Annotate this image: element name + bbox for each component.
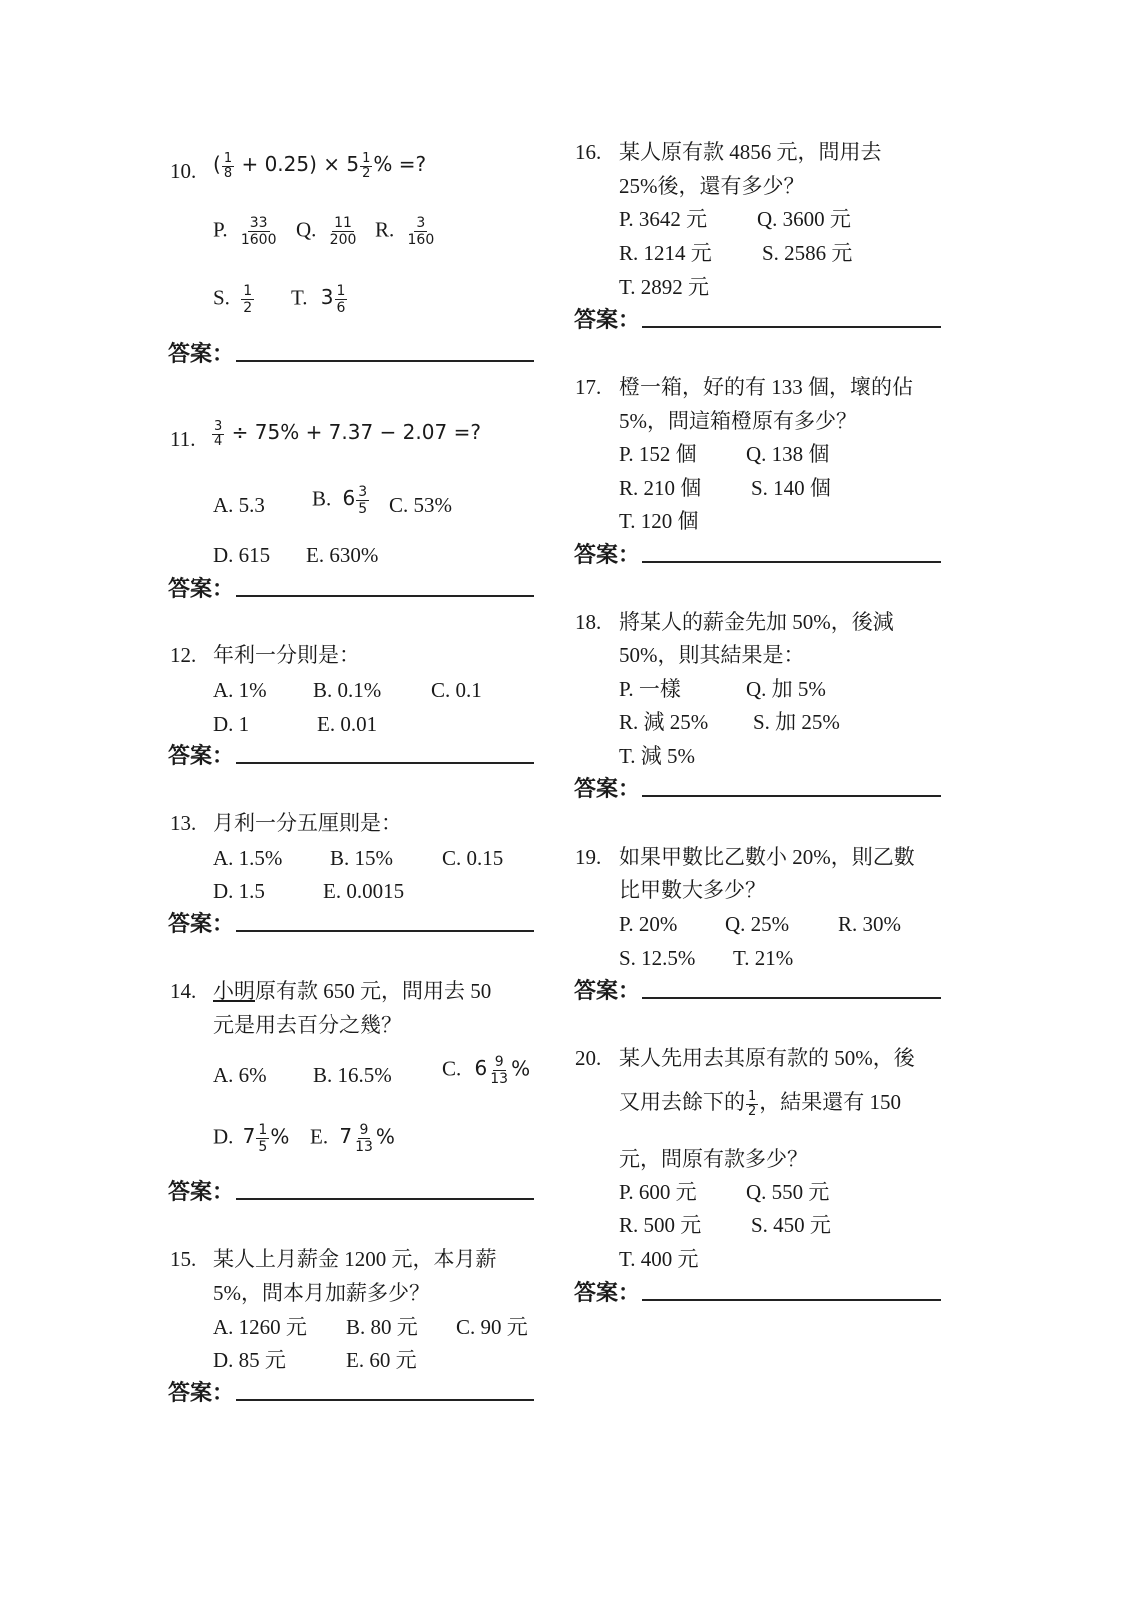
question-text-line-2: 又用去餘下的 $\frac{1}{2}$ ，結果還有 150 — [619, 1088, 902, 1119]
question-text-line-1: 某人先用去其原有款的 50%，後 — [619, 1046, 915, 1070]
question-text-line-1: 如果甲數比乙數小 20%，則乙數 — [619, 845, 915, 869]
option-s: S. 450 元 — [751, 1213, 831, 1237]
question-text-line-2: 50%，則其結果是： — [619, 643, 805, 667]
option-a: A. 1% — [213, 678, 267, 702]
option-e: E. 0.0015 — [323, 879, 405, 903]
question-text-line-1: 小明原有款 650 元，問用去 50 — [213, 979, 492, 1003]
option-q: Q. 25% — [725, 912, 790, 936]
question-number: 16. — [575, 140, 602, 164]
answer-label: 答案： — [168, 576, 235, 601]
question-number: 17. — [575, 375, 602, 399]
option-q: Q. 138 個 — [746, 442, 830, 466]
option-c: C. 53% — [389, 493, 452, 517]
answer-label: 答案： — [168, 743, 235, 768]
question-number: 20. — [575, 1046, 602, 1070]
question-text-line-1: 某人原有款 4856 元，問用去 — [619, 140, 882, 164]
question-text-line-2: 5%，問這箱橙原有多少？ — [619, 409, 857, 433]
answer-line[interactable] — [236, 1198, 534, 1200]
option-b: B. 0.1% — [313, 678, 382, 702]
option-d: D. 85 元 — [213, 1348, 286, 1372]
option-b: B. 16.5% — [313, 1063, 392, 1087]
option-s: S. 加 25% — [753, 710, 840, 734]
option-r: R. 500 元 — [619, 1213, 702, 1237]
option-p: P. $\frac{33}{1600}$ — [213, 215, 277, 248]
option-c: C. 6 $\frac{9}{13}$ % — [442, 1054, 531, 1087]
answer-label: 答案： — [574, 1280, 641, 1305]
option-c: C. 0.15 — [442, 846, 504, 870]
answer-label: 答案： — [168, 1179, 235, 1204]
option-c: C. 90 元 — [456, 1315, 528, 1339]
question-text-line-1: 橙一箱，好的有 133 個，壞的佔 — [619, 375, 913, 399]
question-number: 15. — [170, 1247, 197, 1271]
question-text-line-2: 5%，問本月加薪多少？ — [213, 1281, 430, 1305]
option-a: A. 1260 元 — [213, 1315, 307, 1339]
answer-line[interactable] — [642, 997, 941, 999]
option-c: C. 0.1 — [431, 678, 482, 702]
question-number: 11. — [170, 427, 196, 451]
option-e: E. 630% — [306, 543, 379, 567]
option-t: T. 3 $\frac{1}{6}$ — [291, 283, 346, 316]
question-text-line-2: 元是用去百分之幾？ — [213, 1013, 402, 1037]
answer-line[interactable] — [236, 1399, 534, 1401]
option-e: E. 0.01 — [317, 712, 378, 736]
option-s: S. $\frac{1}{2}$ — [213, 283, 253, 316]
answer-line[interactable] — [236, 595, 534, 597]
answer-label: 答案： — [168, 1380, 235, 1405]
option-r: R. $\frac{3}{160}$ — [375, 215, 435, 248]
option-a: A. 6% — [213, 1063, 267, 1087]
option-r: R. 減 25% — [619, 710, 709, 734]
answer-line[interactable] — [642, 1299, 941, 1301]
option-t: T. 2892 元 — [619, 275, 710, 299]
question-number: 18. — [575, 610, 602, 634]
option-s: S. 12.5% — [619, 946, 696, 970]
option-p: P. 3642 元 — [619, 207, 708, 231]
question-text-line-3: 元，問原有款多少？ — [619, 1147, 808, 1171]
answer-label: 答案： — [574, 307, 641, 332]
option-t: T. 400 元 — [619, 1247, 699, 1271]
option-s: S. 2586 元 — [762, 241, 853, 265]
option-a: A. 5.3 — [213, 493, 265, 517]
fraction: $\frac{1}{2}$ — [362, 150, 371, 181]
question-text-line-1: 將某人的薪金先加 50%，後減 — [619, 610, 894, 634]
option-q: Q. 3600 元 — [757, 207, 851, 231]
option-q: Q. 加 5% — [746, 677, 826, 701]
answer-line[interactable] — [236, 930, 534, 932]
option-q: Q. $\frac{11}{200}$ — [296, 215, 357, 248]
answer-label: 答案： — [574, 978, 641, 1003]
question-text-line-2: 25%後，還有多少？ — [619, 174, 805, 198]
question-text-line-1: 某人上月薪金 1200 元，本月薪 — [213, 1247, 497, 1271]
option-d: D. 1.5 — [213, 879, 265, 903]
question-text-line-2: 比甲數大多少？ — [619, 878, 766, 902]
answer-line[interactable] — [642, 561, 941, 563]
question-number: 12. — [170, 643, 197, 667]
option-q: Q. 550 元 — [746, 1180, 830, 1204]
option-t: T. 減 5% — [619, 744, 696, 768]
question-number: 19. — [575, 845, 602, 869]
option-e: E. 60 元 — [346, 1348, 417, 1372]
answer-label: 答案： — [574, 542, 641, 567]
answer-line[interactable] — [642, 326, 941, 328]
question-expression: $\frac{3}{4}$ ÷ 75% + 7.37 − 2.07 =? — [214, 418, 481, 449]
answer-line[interactable] — [642, 795, 941, 797]
question-text: 月利一分五厘則是： — [213, 811, 402, 835]
answer-label: 答案： — [168, 911, 235, 936]
option-b: B. 15% — [330, 846, 393, 870]
fraction: $\frac{3}{4}$ — [214, 418, 223, 449]
option-p: P. 20% — [619, 912, 678, 936]
question-number: 14. — [170, 979, 197, 1003]
answer-label: 答案： — [574, 776, 641, 801]
question-number: 13. — [170, 811, 197, 835]
option-e: E. 7 $\frac{9}{13}$ % — [310, 1122, 395, 1155]
answer-line[interactable] — [236, 360, 534, 362]
question-expression: ( $\frac{1}{8}$ + 0.25) × 5 $\frac{1}{2}$ % =? — [213, 150, 427, 181]
option-r: R. 1214 元 — [619, 241, 712, 265]
option-b: B. 80 元 — [346, 1315, 418, 1339]
fraction: $\frac{1}{2}$ — [748, 1088, 757, 1119]
option-p: P. 600 元 — [619, 1180, 697, 1204]
option-t: T. 120 個 — [619, 509, 699, 533]
option-r: R. 210 個 — [619, 476, 702, 500]
option-p: P. 152 個 — [619, 442, 697, 466]
question-number: 10. — [170, 159, 197, 183]
option-r: R. 30% — [838, 912, 901, 936]
option-p: P. 一樣 — [619, 677, 681, 701]
answer-line[interactable] — [236, 762, 534, 764]
option-a: A. 1.5% — [213, 846, 283, 870]
option-d: D. 7 $\frac{1}{5}$ % — [213, 1122, 290, 1155]
option-d: D. 1 — [213, 712, 250, 736]
fraction: $\frac{1}{8}$ — [223, 150, 233, 181]
option-b: B. 6 $\frac{3}{5}$ — [312, 484, 368, 517]
person-name: 小明 — [213, 979, 255, 1003]
answer-label: 答案： — [168, 341, 235, 366]
question-text: 年利一分則是： — [213, 643, 360, 667]
option-d: D. 615 — [213, 543, 271, 567]
option-t: T. 21% — [733, 946, 794, 970]
option-s: S. 140 個 — [751, 476, 831, 500]
